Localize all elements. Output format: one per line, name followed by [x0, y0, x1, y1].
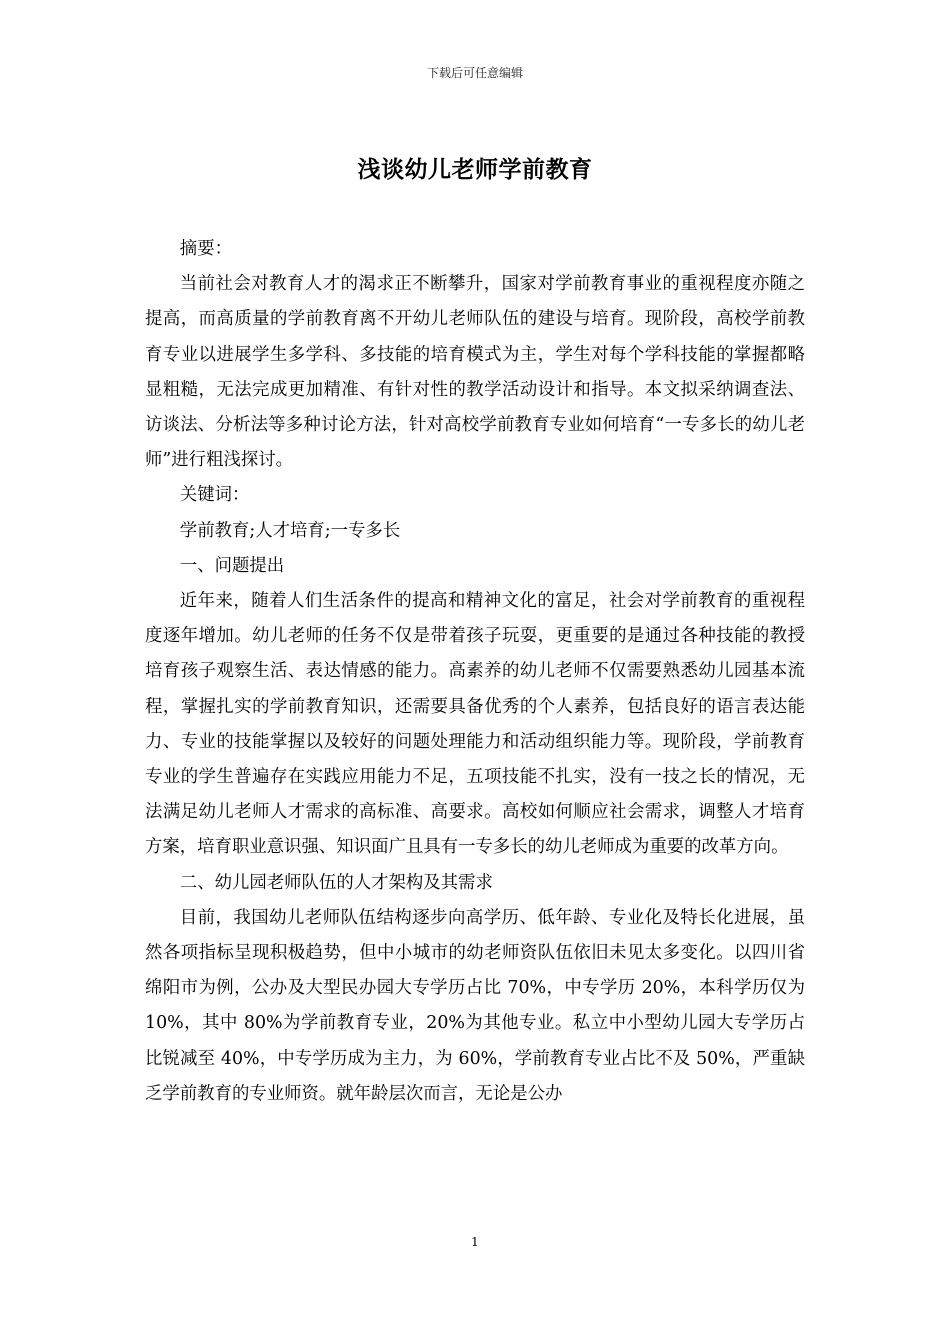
- abstract-paragraph: 当前社会对教育人才的渴求正不断攀升，国家对学前教育事业的重视程度亦随之提高，而高质量的学前教育离不开幼儿老师队伍的建设与培育。现阶段，高校学前教育专业以进展学生多学科、多技能的培育模式为主，学生对每个学科技能的掌握都略显粗糙，无法完成更加精准、有针对性的教学活动设计和指导。本文拟采纳调查法、访谈法、分析法等多种讨论方法，针对高校学前教育专业如何培育“一专多长的幼儿老师”进行粗浅探讨。: [145, 274, 805, 471]
- document-body: [145, 232, 805, 1112]
- abstract-heading: 摘要：: [179, 239, 232, 259]
- keywords-list: 学前教育;人才培育;一专多长: [179, 520, 401, 541]
- keywords-heading: 关键词：: [179, 485, 250, 506]
- section-heading-2: 二、幼儿园老师队伍的人才架构及其需求: [179, 872, 493, 893]
- header-note: 下载后可任意编辑: [426, 66, 523, 80]
- section-heading-1: 一、问题提出: [179, 555, 285, 576]
- section-paragraph-2: 目前，我国幼儿老师队伍结构逐步向高学历、低年龄、专业化及特长化进展，虽然各项指标呈现积极趋势，但中小城市的幼老师资队伍依旧未见太多变化。以四川省绵阳市为例，公办及大型民办园大专学历占比 70%，中专学历 20%，本科学历仅为 10%，其中 80%为学前教育专业，20%为其他专业。私立中小型幼儿园大专学历占比锐减至 40%，中专学历成为主力，为 60%，学前教育专业占比不及 50%，严重缺乏学前教育的专业师资。就年龄层次而言，无论是公办: [145, 907, 805, 1104]
- page-number: 1: [471, 1235, 479, 1249]
- section-paragraph-1: 近年来，随着人们生活条件的提高和精神文化的富足，社会对学前教育的重视程度逐年增加。幼儿老师的任务不仅是带着孩子玩耍，更重要的是通过各种技能的教授培育孩子观察生活、表达情感的能力。高素养的幼儿老师不仅需要熟悉幼儿园基本流程，掌握扎实的学前教育知识，还需要具备优秀的个人素养，包括良好的语言表达能力、专业的技能掌握以及较好的问题处理能力和活动组织能力等。现阶段，学前教育专业的学生普遍存在实践应用能力不足，五项技能不扎实，没有一技之长的情况，无法满足幼儿老师人才需求的高标准、高要求。高校如何顺应社会需求，调整人才培育方案，培育职业意识强、知识面广且具有一专多长的幼儿老师成为重要的改革方向。: [145, 591, 805, 858]
- document-title: 浅谈幼儿老师学前教育: [357, 156, 593, 183]
